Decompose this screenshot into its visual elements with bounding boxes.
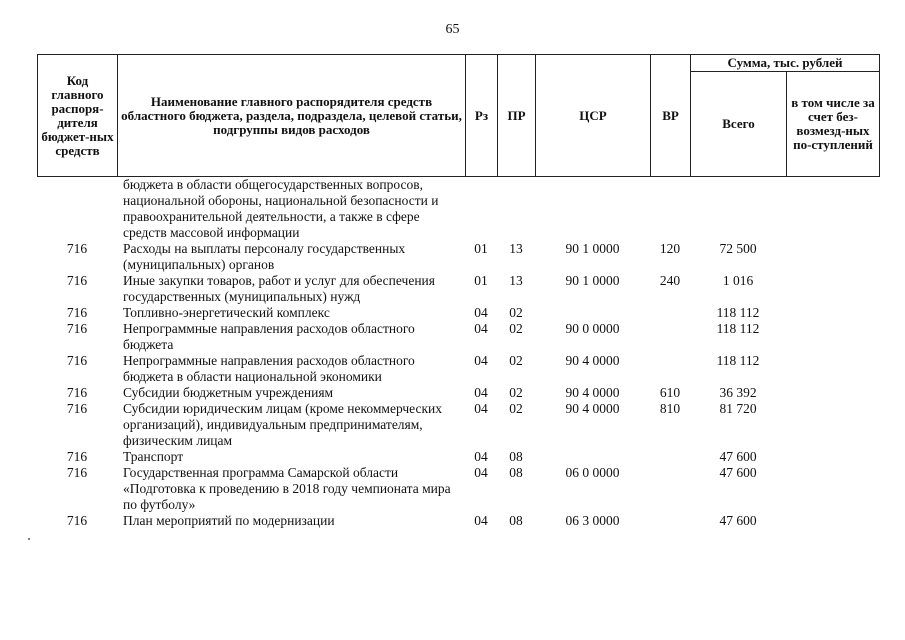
table-row	[37, 321, 879, 353]
table-row	[37, 465, 879, 513]
row-vr	[650, 513, 690, 529]
table-row	[37, 353, 879, 385]
row-rz: 04	[474, 321, 488, 336]
row-gratuitous	[786, 385, 879, 401]
row-total: 72 500	[719, 241, 757, 256]
row-csr: 90 1 0000	[565, 241, 620, 256]
row-vr	[650, 353, 690, 385]
row-code: 716	[66, 321, 88, 336]
row-gratuitous	[786, 305, 879, 321]
table-row	[37, 449, 879, 465]
table-row	[37, 305, 879, 321]
row-vr	[650, 305, 690, 321]
row-gratuitous	[786, 449, 879, 465]
header-csr: ЦСР	[536, 55, 651, 177]
row-name: Субсидии юридическим лицам (кроме некоммерческих организаций), индивидуальным предпринимателям, физическим лицам	[123, 401, 443, 448]
row-total: 81 720	[719, 401, 757, 416]
row-csr: 90 4 0000	[565, 401, 620, 416]
row-csr: 06 0 0000	[565, 465, 620, 480]
row-pr: 02	[509, 385, 523, 400]
row-vr: 810	[659, 401, 681, 416]
row-code: 716	[66, 241, 88, 256]
row-total: 47 600	[719, 465, 757, 480]
budget-table	[37, 177, 879, 529]
header-gratuitous: в том числе за счет без-возмезд-ных по-ступлений	[787, 72, 880, 177]
row-code: 716	[66, 353, 88, 368]
row-rz: 04	[474, 305, 488, 320]
row-csr	[535, 305, 650, 321]
row-csr: 90 4 0000	[565, 353, 620, 368]
row-pr: 13	[509, 273, 523, 288]
continuation-text: бюджета в области общегосударственных вопросов, национальной обороны, национальной безопасности и правоохранительной деятельности, а также в сфере средств массовой информации	[123, 177, 439, 240]
row-csr: 06 3 0000	[565, 513, 620, 528]
row-csr: 90 1 0000	[565, 273, 620, 288]
row-vr	[650, 449, 690, 465]
row-total: 118 112	[716, 305, 760, 320]
page-number: 65	[445, 22, 460, 37]
row-code: 716	[66, 401, 88, 416]
row-code: 716	[66, 449, 88, 464]
table-row	[37, 385, 879, 401]
row-pr: 08	[509, 513, 523, 528]
row-code: 716	[66, 513, 88, 528]
row-rz: 04	[474, 449, 488, 464]
row-rz: 04	[474, 513, 488, 528]
row-name: Непрограммные направления расходов областного бюджета	[123, 321, 415, 352]
row-rz: 04	[474, 353, 488, 368]
row-vr: 610	[659, 385, 681, 400]
row-csr: 90 4 0000	[565, 385, 620, 400]
table-header	[37, 54, 880, 177]
row-name: Субсидии бюджетным учреждениям	[123, 385, 334, 400]
table-row	[37, 241, 879, 273]
row-gratuitous	[786, 321, 879, 353]
row-name: Непрограммные направления расходов областного бюджета в области национальной экономики	[123, 353, 415, 384]
row-vr: 120	[659, 241, 681, 256]
row-total: 47 600	[719, 513, 757, 528]
row-code: 716	[66, 305, 88, 320]
row-total: 1 016	[722, 273, 754, 288]
row-csr	[535, 449, 650, 465]
continuation-row	[37, 177, 879, 241]
table-row	[37, 273, 879, 305]
row-total: 118 112	[716, 321, 760, 336]
row-csr: 90 0 0000	[565, 321, 620, 336]
row-pr: 02	[509, 353, 523, 368]
scan-speck	[28, 538, 30, 540]
row-vr	[650, 321, 690, 353]
table-row	[37, 513, 879, 529]
row-code: 716	[66, 385, 88, 400]
row-code: 716	[66, 273, 88, 288]
header-sum: Сумма, тыс. рублей	[691, 55, 880, 72]
row-gratuitous	[786, 465, 879, 513]
row-rz: 04	[474, 385, 488, 400]
row-rz: 01	[474, 273, 488, 288]
row-name: Топливно-энергетический комплекс	[123, 305, 330, 320]
row-gratuitous	[786, 273, 879, 305]
row-pr: 02	[509, 401, 523, 416]
row-name: Расходы на выплаты персоналу государственных (муниципальных) органов	[123, 241, 406, 272]
row-total: 118 112	[716, 353, 760, 368]
row-name: План мероприятий по модернизации	[123, 513, 335, 528]
row-total: 47 600	[719, 449, 757, 464]
row-name: Иные закупки товаров, работ и услуг для обеспечения государственных (муниципальных) нужд	[123, 273, 435, 304]
row-vr: 240	[659, 273, 681, 288]
row-gratuitous	[786, 513, 879, 529]
row-gratuitous	[786, 241, 879, 273]
row-rz: 04	[474, 401, 488, 416]
row-pr: 02	[509, 321, 523, 336]
row-pr: 08	[509, 449, 523, 464]
row-total: 36 392	[719, 385, 757, 400]
header-pr: ПР	[498, 55, 536, 177]
row-gratuitous	[786, 353, 879, 385]
header-name: Наименование главного распорядителя средств областного бюджета, раздела, подраздела, целевой статьи, подгруппы видов расходов	[118, 55, 466, 177]
row-rz: 01	[474, 241, 488, 256]
row-pr: 08	[509, 465, 523, 480]
row-code: 716	[66, 465, 88, 480]
row-pr: 02	[509, 305, 523, 320]
row-name: Государственная программа Самарской области «Подготовка к проведению в 2018 году чемпионата мира по футболу»	[123, 465, 451, 512]
row-vr	[650, 465, 690, 513]
header-vr: ВР	[651, 55, 691, 177]
row-pr: 13	[509, 241, 523, 256]
header-code: Код главного распоря-дителя бюджет-ных средств	[38, 55, 118, 177]
row-gratuitous	[786, 401, 879, 449]
header-total: Всего	[691, 72, 787, 177]
table-row	[37, 401, 879, 449]
row-rz: 04	[474, 465, 488, 480]
header-rz: Рз	[466, 55, 498, 177]
row-name: Транспорт	[123, 449, 184, 464]
